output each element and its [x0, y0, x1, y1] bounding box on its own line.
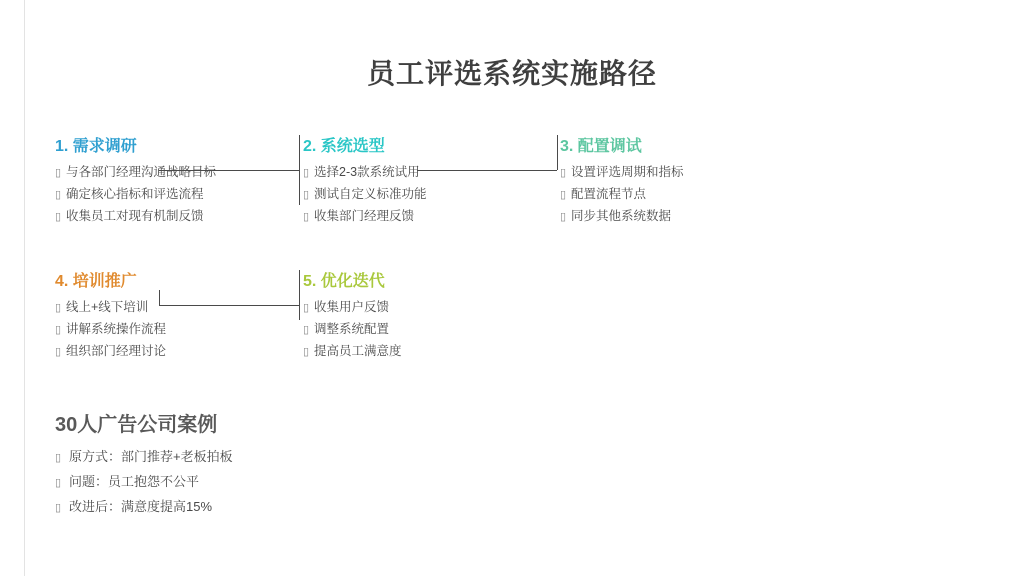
- list-item: [55, 206, 270, 228]
- page-title: 员工评选系统实施路径: [366, 58, 657, 89]
- step-2-heading: [303, 133, 518, 156]
- step-2-number-separator: .: [311, 138, 321, 155]
- step-5-bullet-1: 收集用户反馈: [314, 300, 390, 314]
- step-1-bullet-3: 收集员工对现有机制反馈: [66, 209, 204, 223]
- bullet-icon: ▯: [560, 189, 567, 201]
- step-4-bullet-2: 讲解系统操作流程: [66, 322, 167, 336]
- step-2-label: 系统选型: [320, 138, 385, 155]
- step-5-bullet-2: 调整系统配置: [314, 322, 390, 336]
- step-card-3: [560, 133, 775, 228]
- step-3-bullet-3: 同步其他系统数据: [571, 209, 672, 223]
- case-study-bullet-list: [55, 445, 385, 520]
- bullet-icon: ▯: [55, 302, 62, 314]
- connector-line-vertical-step2: [299, 135, 300, 205]
- step-2-number: 2: [303, 138, 312, 155]
- list-item: [55, 495, 385, 520]
- step-4-label: 培训推广: [72, 273, 137, 290]
- list-item: [55, 184, 270, 206]
- step-2-bullet-2: 测试自定义标准功能: [314, 187, 427, 201]
- step-5-bullet-list: [303, 297, 518, 363]
- bullet-icon: ▯: [55, 211, 62, 223]
- connector-line-vertical-step3: [557, 135, 558, 170]
- step-4-bullet-list: [55, 297, 270, 363]
- step-3-heading: [560, 133, 775, 156]
- list-item: [560, 162, 775, 184]
- bullet-icon: ▯: [55, 189, 62, 201]
- step-2-bullet-1: 选择2-3款系统试用: [314, 165, 420, 179]
- step-2-bullet-3: 收集部门经理反馈: [314, 209, 415, 223]
- list-item: [560, 184, 775, 206]
- bullet-icon: ▯: [55, 324, 62, 336]
- list-item: [303, 206, 518, 228]
- list-item: [55, 445, 385, 470]
- step-1-number-separator: .: [63, 138, 73, 155]
- case-bullet-1: 原方式：部门推荐+老板拍板: [69, 449, 233, 464]
- step-5-number-separator: .: [311, 273, 321, 290]
- bullet-icon: ▯: [303, 302, 310, 314]
- step-5-bullet-3: 提高员工满意度: [314, 344, 402, 358]
- list-item: [55, 470, 385, 495]
- step-3-number: 3: [560, 138, 569, 155]
- case-bullet-3: 改进后：满意度提高15%: [69, 499, 213, 514]
- step-1-label: 需求调研: [72, 138, 137, 155]
- list-item: [55, 297, 270, 319]
- list-item: [303, 319, 518, 341]
- connector-line-vertical-step5: [299, 270, 300, 320]
- bullet-icon: ▯: [55, 477, 62, 489]
- step-2-bullet-list: [303, 162, 518, 228]
- step-5-heading: [303, 268, 518, 291]
- case-bullet-2: 问题：员工抱怨不公平: [69, 474, 200, 489]
- case-study-title: 30人广告公司案例: [55, 414, 218, 436]
- bullet-icon: ▯: [560, 211, 567, 223]
- case-study-block: [55, 408, 385, 520]
- bullet-icon: ▯: [55, 502, 62, 514]
- bullet-icon: ▯: [303, 189, 310, 201]
- step-card-4: [55, 268, 270, 363]
- step-1-number: 1: [55, 138, 64, 155]
- step-card-2: [303, 133, 518, 228]
- list-item: [303, 341, 518, 363]
- bullet-icon: ▯: [303, 211, 310, 223]
- bullet-icon: ▯: [55, 452, 62, 464]
- step-4-heading: [55, 268, 270, 291]
- bullet-icon: ▯: [55, 346, 62, 358]
- list-item: [303, 162, 518, 184]
- bullet-icon: ▯: [303, 324, 310, 336]
- step-4-bullet-1: 线上+线下培训: [66, 300, 149, 314]
- step-3-number-separator: .: [568, 138, 578, 155]
- step-5-label: 优化迭代: [320, 273, 385, 290]
- list-item: [55, 319, 270, 341]
- step-3-bullet-1: 设置评选周期和指标: [571, 165, 684, 179]
- list-item: [303, 184, 518, 206]
- step-4-bullet-3: 组织部门经理讨论: [66, 344, 167, 358]
- list-item: [55, 341, 270, 363]
- list-item: [55, 162, 270, 184]
- step-4-number: 4: [55, 273, 64, 290]
- list-item: [560, 206, 775, 228]
- step-3-bullet-list: [560, 162, 775, 228]
- bullet-icon: ▯: [560, 167, 567, 179]
- step-5-number: 5: [303, 273, 312, 290]
- step-1-heading: [55, 133, 270, 156]
- bullet-icon: ▯: [303, 167, 310, 179]
- step-card-5: [303, 268, 518, 363]
- step-1-bullet-1: 与各部门经理沟通战略目标: [66, 165, 217, 179]
- step-3-label: 配置调试: [577, 138, 642, 155]
- step-3-bullet-2: 配置流程节点: [571, 187, 647, 201]
- step-1-bullet-2: 确定核心指标和评选流程: [66, 187, 204, 201]
- bullet-icon: ▯: [303, 346, 310, 358]
- list-item: [303, 297, 518, 319]
- step-4-number-separator: .: [63, 273, 73, 290]
- bullet-icon: ▯: [55, 167, 62, 179]
- step-card-1: [55, 133, 270, 228]
- step-1-bullet-list: [55, 162, 270, 228]
